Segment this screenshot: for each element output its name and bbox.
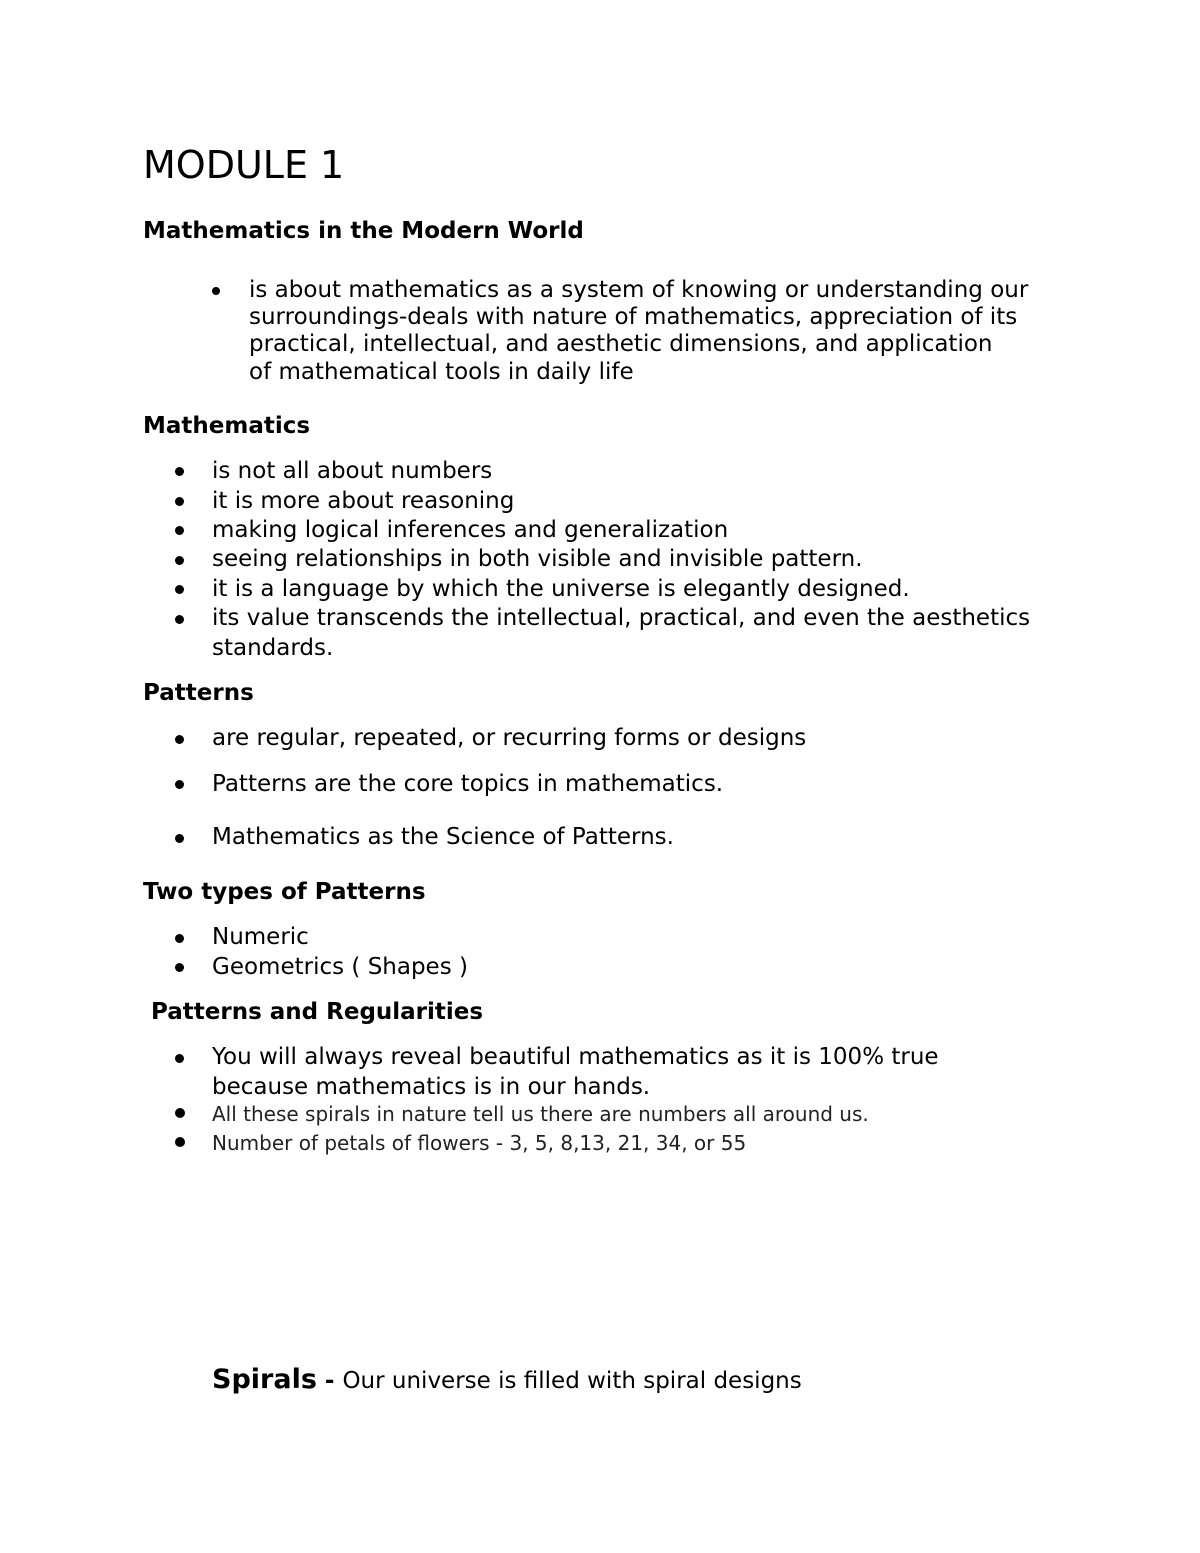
spirals-definition: Our universe is filled with spiral designs [342, 1368, 802, 1394]
bullet-icon [175, 497, 184, 506]
bullet-icon [175, 834, 184, 843]
list-item-line: surroundings-deals with nature of mathematics, appreciation of its [249, 304, 1018, 330]
bullet-icon [175, 556, 184, 565]
bullet-icon [175, 780, 184, 789]
list-item: making logical inferences and generalization [212, 517, 729, 543]
list-item-line: of mathematical tools in daily life [249, 359, 634, 385]
page-title: MODULE 1 [143, 143, 345, 187]
bullet-icon [175, 526, 184, 535]
section-heading-patterns: Patterns [143, 680, 254, 706]
list-item: seeing relationships in both visible and invisible pattern. [212, 546, 863, 572]
list-item: Numeric [212, 924, 309, 950]
spirals-term: Spirals [212, 1364, 317, 1395]
list-item: Geometrics ( Shapes ) [212, 954, 468, 980]
list-item: Patterns are the core topics in mathematics. [212, 771, 724, 797]
list-item: You will always reveal beautiful mathematics as it is 100% true [212, 1044, 939, 1070]
list-item: All these spirals in nature tell us there are numbers all around us. [212, 1102, 869, 1126]
list-item: it is a language by which the universe is elegantly designed. [212, 576, 910, 602]
list-item: Mathematics as the Science of Patterns. [212, 824, 674, 850]
section-heading-modern-world: Mathematics in the Modern World [143, 218, 584, 244]
list-item-line: is about mathematics as a system of knowing or understanding our [249, 277, 1029, 303]
list-item: it is more about reasoning [212, 488, 515, 514]
bullet-icon [175, 585, 184, 594]
bullet-icon [212, 287, 220, 295]
bullet-icon [175, 735, 184, 744]
section-heading-regularities: Patterns and Regularities [151, 999, 484, 1025]
spirals-line [212, 1364, 802, 1395]
bullet-icon [175, 1137, 185, 1147]
spirals-separator: - [316, 1368, 343, 1394]
list-item-line: practical, intellectual, and aesthetic dimensions, and application [249, 331, 993, 357]
section-heading-two-types: Two types of Patterns [143, 879, 426, 905]
bullet-icon [175, 467, 184, 476]
list-item: Number of petals of flowers - 3, 5, 8,13, 21, 34, or 55 [212, 1131, 747, 1155]
list-item-continuation: because mathematics is in our hands. [212, 1074, 651, 1100]
list-item-continuation: standards. [212, 635, 334, 661]
bullet-icon [175, 963, 184, 972]
bullet-icon [175, 934, 184, 943]
section-heading-mathematics: Mathematics [143, 413, 311, 439]
bullet-icon [175, 615, 184, 624]
list-item: its value transcends the intellectual, practical, and even the aesthetics [212, 605, 1031, 631]
bullet-icon [175, 1108, 185, 1118]
list-item: are regular, repeated, or recurring forms or designs [212, 725, 807, 751]
bullet-icon [175, 1054, 184, 1063]
list-item: is not all about numbers [212, 458, 493, 484]
